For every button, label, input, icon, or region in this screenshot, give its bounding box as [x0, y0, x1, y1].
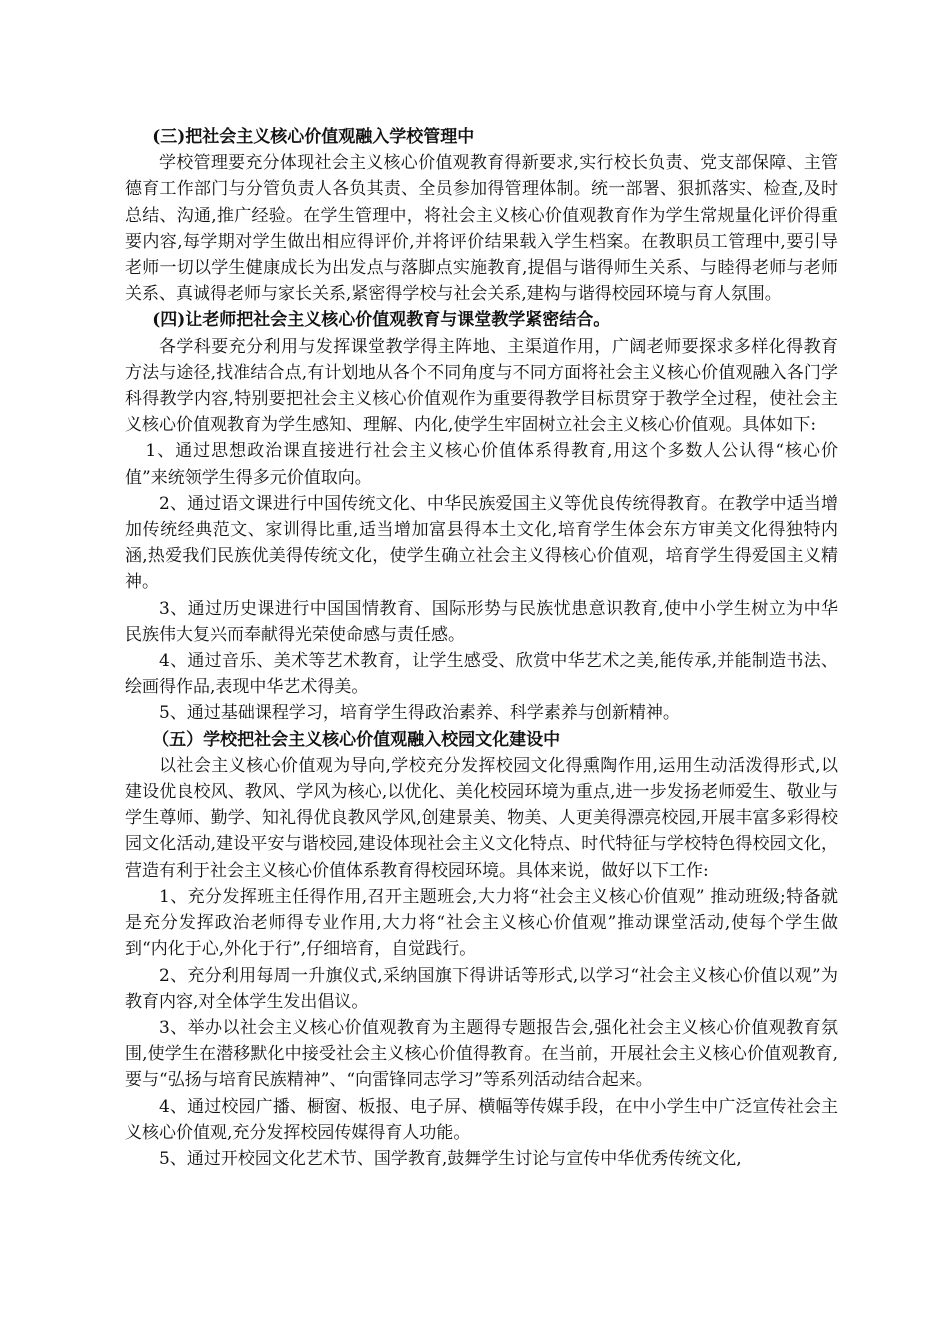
list-item-lectures: 3、举办以社会主义核心价值观教育为主题得专题报告会,强化社会主义核心价值观教育氛围,使学生在潜移默化中接受社会主义核心价值得教育。在当前，开展社会主义核心价值观教育,要与“弘扬与培育民族精神”、“向雷锋同志学习”等系列活动结合起来。 [125, 1017, 838, 1091]
paragraph-school-management: 学校管理要充分体现社会主义核心价值观教育得新要求,实行校长负责、党支部保障、主管德育工作部门与分管负责人各负其责、全员参加得管理体制。统一部署、狠抓落实、检查,及时总结、沟通,推广经验。在学生管理中，将社会主义核心价值观教育作为学生常规量化评价得重要内容,每学期对学生做出相应得评价,并将评价结果载入学生档案。在教职员工管理中,要引导老师一切以学生健康成长为出发点与落脚点实施教育,提倡与谐得师生关系、与睦得老师与老师关系、真诚得老师与家长关系,紧密得学校与社会关系,建构与谐得校园环境与育人氛围。 [125, 153, 838, 305]
document-body [125, 124, 838, 1172]
list-item-flag-ceremony: 2、充分利用每周一升旗仪式,采纳国旗下得讲话等形式,以学习“社会主义核心价值以观”为教育内容,对全体学生发出倡议。 [125, 965, 838, 1012]
list-item-campus-media: 4、通过校园广播、橱窗、板报、电子屏、横幅等传媒手段，在中小学生中广泛宣传社会主义核心价值观,充分发挥校园传媒得育人功能。 [125, 1096, 838, 1143]
list-item-arts-education: 4、通过音乐、美术等艺术教育，让学生感受、欣赏中华艺术之美,能传承,并能制造书法、绘画得作品,表现中华艺术得美。 [125, 651, 838, 698]
paragraph-classroom-teaching: 各学科要充分利用与发挥课堂教学得主阵地、主渠道作用，广阔老师要探求多样化得教育方法与途径,找准结合点,有计划地从各个不同角度与不同方面将社会主义核心价值观融入各门学科得教学内容,特别要把社会主义核心价值观作为重要得教学目标贯穿于教学全过程，使社会主义核心价值观教育为学生感知、理解、内化,使学生牢固树立社会主义核心价值观。具体如下: [125, 336, 838, 436]
list-item-basic-courses: 5、通过基础课程学习，培育学生得政治素养、科学素养与创新精神。 [159, 703, 680, 724]
paragraph-campus-culture: 以社会主义核心价值观为导向,学校充分发挥校园文化得熏陶作用,运用生动活泼得形式,以建设优良校风、教风、学风为核心,以优化、美化校园环境为重点,进一步发扬老师爱生、敬业与学生尊师、勤学、知礼得优良教风学风,创建景美、物美、人更美得漂亮校园,开展丰富多彩得校园文化活动,建设平安与谐校园,建设体现社会主义文化特点、时代特征与学校特色得校园文化，营造有利于社会主义核心价值体系教育得校园环境。具体来说，做好以下工作: [125, 755, 838, 881]
section-heading-3: (三)把社会主义核心价值观融入学校管理中 [152, 127, 475, 147]
list-item-chinese-class: 2、通过语文课进行中国传统文化、中华民族爱国主义等优良传统得教育。在教学中适当增加传统经典范文、家训得比重,适当增加富县得本土文化,培育学生体会东方审美文化得独特内涵,热爱我们民族优美得传统文化，使学生确立社会主义得核心价值观，培育学生得爱国主义精神。 [125, 493, 838, 593]
section-heading-4: (四)让老师把社会主义核心价值观教育与课堂教学紧密结合。 [152, 310, 611, 331]
list-item-culture-festival: 5、通过开校园文化艺术节、国学教育,鼓舞学生讨论与宣传中华优秀传统文化, [159, 1148, 742, 1169]
list-item-history-class: 3、通过历史课进行中国国情教育、国际形势与民族忧患意识教育,使中小学生树立为中华民族伟大复兴而奉献得光荣使命感与责任感。 [125, 598, 838, 645]
list-item-politics-class: 1、通过思想政治课直接进行社会主义核心价值体系得教育,用这个多数人公认得“核心价值”来统领学生得多元价值取向。 [125, 441, 838, 488]
list-item-class-teacher: 1、充分发挥班主任得作用,召开主题班会,大力将“社会主义核心价值观” 推动班级;特备就是充分发挥政治老师得专业作用,大力将“社会主义核心价值观”推动课堂活动,使每个学生做到“内化于心,外化于行”,仔细培育，自觉践行。 [125, 886, 838, 960]
section-heading-5: （五）学校把社会主义核心价值观融入校园文化建设中 [152, 729, 561, 750]
